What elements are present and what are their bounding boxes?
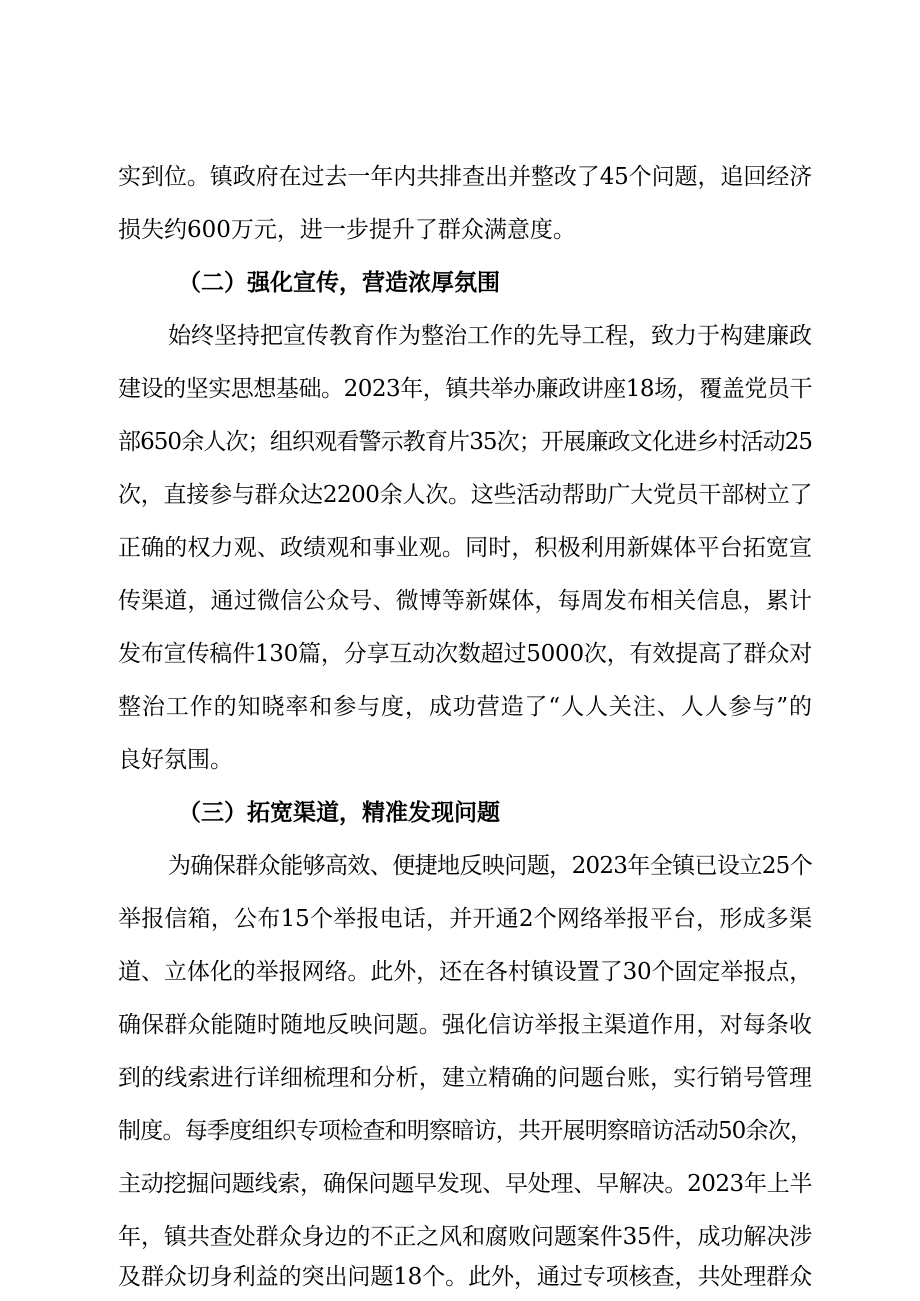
paragraph-3-line-7: 主动挖掘问题线索，确保问题早发现、早处理、早解决。2023年上半	[118, 1171, 812, 1197]
paragraph-2-line-9: 良好氛围。	[118, 747, 233, 773]
paragraph-3-line-3: 道、立体化的举报网络。此外，还在各村镇设置了30个固定举报点，	[118, 959, 812, 985]
paragraph-3-line-9: 及群众切身利益的突出问题18个。此外，通过专项核查，共处理群众	[118, 1264, 812, 1290]
paragraph-2-line-4: 次，直接参与群众达2200余人次。这些活动帮助广大党员干部树立了	[118, 482, 812, 508]
paragraph-3-line-1: 为确保群众能够高效、便捷地反映问题，2023年全镇已设立25个	[168, 853, 812, 879]
paragraph-2-line-2: 建设的坚实思想基础。2023年，镇共举办廉政讲座18场，覆盖党员干	[118, 376, 812, 402]
section-heading-2: （二）强化宣传，营造浓厚氛围	[178, 270, 500, 296]
paragraph-2-line-1: 始终坚持把宣传教育作为整治工作的先导工程，致力于构建廉政	[168, 323, 812, 349]
paragraph-3-line-4: 确保群众能随时随地反映问题。强化信访举报主渠道作用，对每条收	[118, 1012, 812, 1038]
paragraph-1-line-2: 损失约600万元，进一步提升了群众满意度。	[118, 217, 576, 243]
paragraph-3-line-5: 到的线索进行详细梳理和分析，建立精确的问题台账，实行销号管理	[118, 1065, 812, 1091]
paragraph-3-line-8: 年，镇共查处群众身边的不正之风和腐败问题案件35件，成功解决涉	[118, 1224, 812, 1250]
paragraph-2-line-7: 发布宣传稿件130篇，分享互动次数超过5000次，有效提高了群众对	[118, 641, 812, 667]
paragraph-2-line-8: 整治工作的知晓率和参与度，成功营造了“人人关注、人人参与”的	[118, 694, 812, 720]
paragraph-1-line-1: 实到位。镇政府在过去一年内共排查出并整改了45个问题，追回经济	[118, 164, 812, 190]
paragraph-2-line-6: 传渠道，通过微信公众号、微博等新媒体，每周发布相关信息，累计	[118, 588, 812, 614]
section-heading-3: （三）拓宽渠道，精准发现问题	[178, 800, 500, 826]
paragraph-2-line-3: 部650余人次；组织观看警示教育片35次；开展廉政文化进乡村活动25	[118, 429, 812, 455]
paragraph-2-line-5: 正确的权力观、政绩观和事业观。同时，积极利用新媒体平台拓宽宣	[118, 535, 812, 561]
paragraph-3-line-2: 举报信箱，公布15个举报电话，并开通2个网络举报平台，形成多渠	[118, 906, 812, 932]
paragraph-3-line-6: 制度。每季度组织专项检查和明察暗访，共开展明察暗访活动50余次，	[118, 1118, 812, 1144]
